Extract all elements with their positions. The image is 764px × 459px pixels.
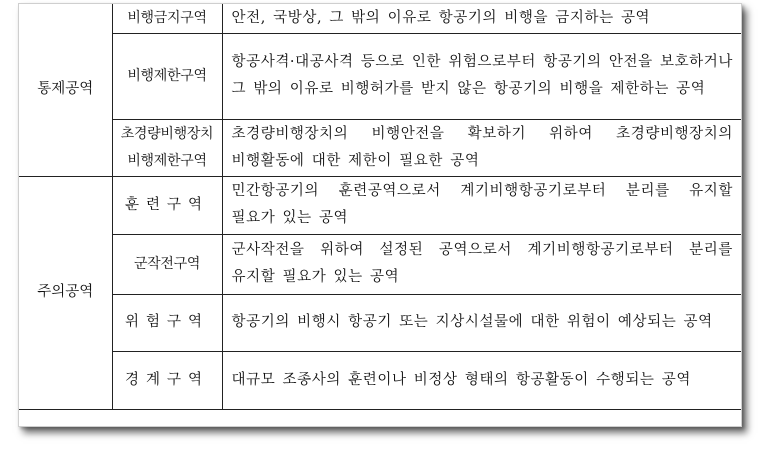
table-row — [19, 176, 741, 234]
zone-description-cell: 대규모 조종사의 훈련이나 비정상 형태의 항공활동이 수행되는 공역 — [222, 351, 741, 409]
zone-description-cell: 안전, 국방상, 그 밖의 이유로 항공기의 비행을 금지하는 공역 — [222, 4, 741, 33]
zone-description-cell: 항공사격·대공사격 등으로 인한 위험으로부터 항공기의 안전을 보호하거나 그 밖의 이유로 비행허가를 받지 않은 항공기의 비행을 제한하는 공역 — [222, 33, 741, 119]
category-cell-control: 통제공역 — [19, 4, 112, 176]
document-frame — [18, 3, 742, 427]
zone-name-cell: 군작전구역 — [112, 234, 222, 294]
zone-description-cell: 항공기의 비행시 항공기 또는 지상시설물에 대한 위험이 예상되는 공역 — [222, 294, 741, 351]
table-row — [19, 33, 741, 119]
table-row — [19, 294, 741, 351]
zone-name-cell: 위험구역 — [112, 294, 222, 351]
zone-description-cell: 군사작전을 위하여 설정된 공역으로서 계기비행항공기로부터 분리를 유지할 필요가 있는 공역 — [222, 234, 741, 294]
zone-description-cell: 민간항공기의 훈련공역으로서 계기비행항공기로부터 분리를 유지할 필요가 있는 공역 — [222, 176, 741, 234]
zone-name-cell: 비행금지구역 — [112, 4, 222, 33]
zone-name-cell: 훈련구역 — [112, 176, 222, 234]
zone-name-cell — [112, 119, 222, 176]
zone-name-cell: 경계구역 — [112, 351, 222, 409]
zone-name-line: 초경량비행장치 — [120, 125, 214, 142]
category-cell-caution: 주의공역 — [19, 176, 112, 409]
table-row — [19, 234, 741, 294]
zone-name-line: 비행제한구역 — [127, 152, 207, 169]
zone-description-cell: 초경량비행장치의 비행안전을 확보하기 위하여 초경량비행장치의 비행활동에 대한 제한이 필요한 공역 — [222, 119, 741, 176]
airspace-table — [19, 4, 741, 410]
table-row — [19, 4, 741, 33]
table-row — [19, 351, 741, 409]
zone-name-cell: 비행제한구역 — [112, 33, 222, 119]
table-row — [19, 119, 741, 176]
